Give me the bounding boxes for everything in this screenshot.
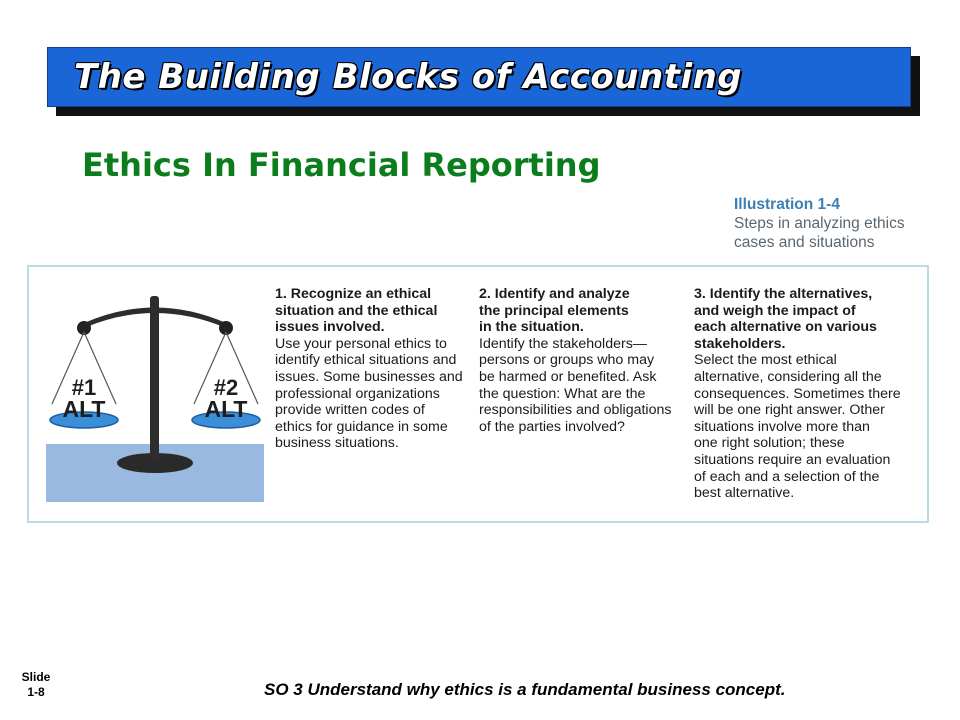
step-body-line: Select the most ethical [694,352,837,369]
step-1-heading [275,286,475,336]
step-body-line: alternative, considering all the [694,368,882,385]
slide-label: Slide [21,670,51,684]
step-heading-line: issues involved. [275,319,385,336]
right-pan-label-top: #2 [213,375,239,400]
step-2-column [479,286,689,435]
step-body-line: situations require an evaluation [694,451,891,468]
step-heading-line: and weigh the impact of [694,302,856,319]
balance-scale-illustration [46,292,264,502]
illustration-caption-line: cases and situations [734,234,875,251]
step-body-line: professional organizations [275,385,440,402]
step-body-line: ethics for guidance in some [275,418,448,435]
step-heading-line: in the situation. [479,319,584,336]
step-body-line: Use your personal ethics to [275,335,447,352]
slide-title: The Building Blocks of Accounting [74,57,743,97]
step-heading-line: 2. Identify and analyze [479,286,630,302]
step-body-line: of the parties involved? [479,418,625,435]
slide-subtitle: Ethics In Financial Reporting [82,146,601,184]
step-body-line: one right solution; these [694,435,845,452]
step-heading-line: stakeholders. [694,335,786,352]
step-body-line: consequences. Sometimes there [694,385,901,402]
illustration-caption-line: Steps in analyzing ethics [734,215,905,232]
step-body-line: of each and a selection of the [694,468,880,485]
step-3-heading [694,286,916,352]
step-body-line: responsibilities and obligations [479,402,672,419]
study-objective: SO 3 Understand why ethics is a fundamental business concept. [264,680,786,699]
step-body-line: identify ethical situations and [275,352,457,369]
step-body-line: situations involve more than [694,418,870,435]
step-heading-line: each alternative on various [694,319,877,336]
step-2-heading [479,286,689,336]
left-pan-label-top: #1 [71,375,97,400]
step-heading-line: 1. Recognize an ethical [275,286,432,302]
step-1-column [275,286,475,452]
step-body-line: will be one right answer. Other [694,402,885,419]
right-pan-label-bottom: ALT [204,396,248,422]
step-body-line: business situations. [275,435,399,452]
step-body-line: the question: What are the [479,385,646,402]
step-heading-line: situation and the ethical [275,302,438,319]
step-body-line: Identify the stakeholders— [479,335,647,352]
slide-number: 1-8 [27,685,45,699]
step-heading-line: the principal elements [479,302,629,319]
step-body-line: provide written codes of [275,402,425,419]
step-heading-line: 3. Identify the alternatives, [694,286,873,302]
illustration-caption [734,195,905,252]
left-pan-label-bottom: ALT [62,396,106,422]
step-body-line: issues. Some businesses and [275,368,463,385]
scale-pillar [150,296,159,461]
step-3-column [694,286,916,502]
step-body-line: be harmed or benefited. Ask [479,368,657,385]
illustration-number: Illustration 1-4 [734,196,840,213]
step-1-body [275,336,475,452]
title-bar [47,47,911,107]
slide-number-block [16,670,56,700]
step-2-body [479,336,689,436]
step-3-body [694,352,916,501]
step-body-line: best alternative. [694,485,795,502]
step-body-line: persons or groups who may [479,352,655,369]
